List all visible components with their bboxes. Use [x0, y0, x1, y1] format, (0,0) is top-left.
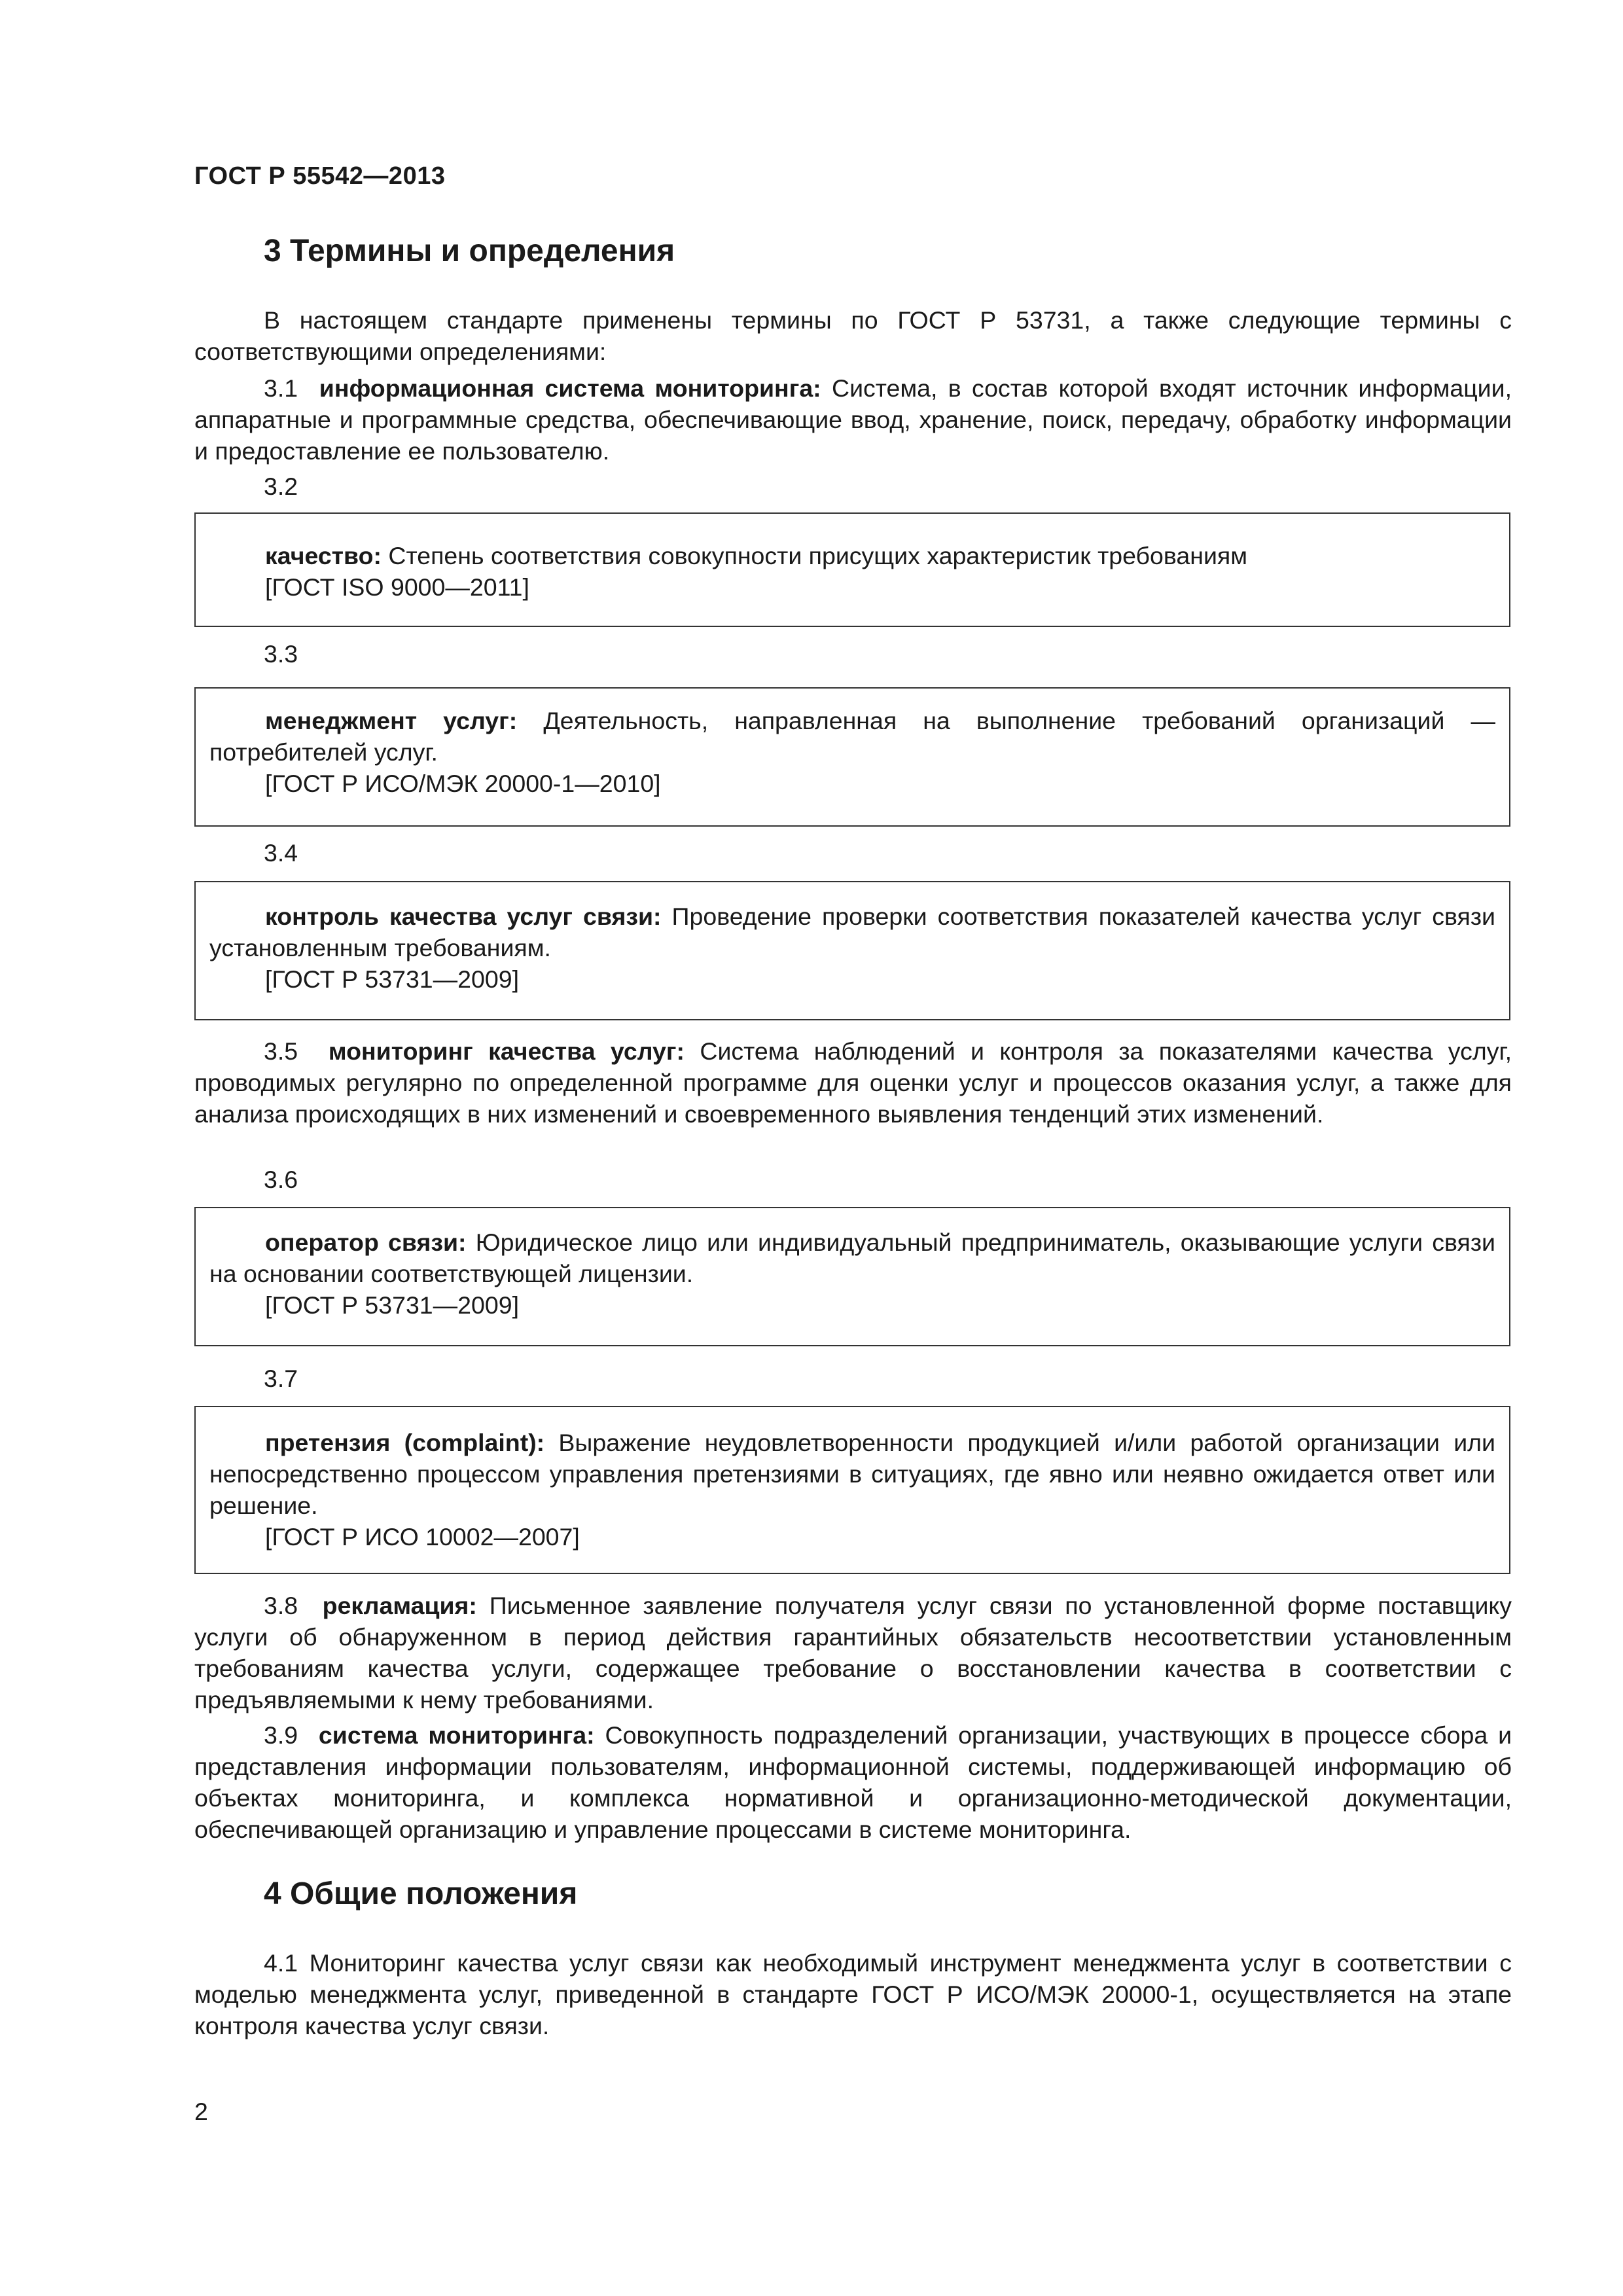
page-number: 2: [194, 2098, 208, 2125]
term-3-7-ref: [ГОСТ Р ИСО 10002—2007]: [265, 1523, 580, 1551]
term-3-4-box: контроль качества услуг связи: Проведение проверки соответствия показателей качества услуг связи установленным требованиям. [ГОСТ Р 53731—2009]: [194, 881, 1510, 1020]
term-3-4-ref: [ГОСТ Р 53731—2009]: [265, 965, 520, 993]
paragraph-4-1: 4.1 Мониторинг качества услуг связи как необходимый инструмент менеджмента услуг в соответствии с моделью менеджмента услуг, приведенной в стандарте ГОСТ Р ИСО/МЭК 20000-1, осуществляется на этапе контроля качества услуг связи.: [194, 1949, 1512, 2039]
term-3-4-number: 3.4: [264, 839, 298, 867]
term-3-7-number: 3.7: [264, 1365, 298, 1392]
term-3-3-number: 3.3: [264, 640, 298, 668]
term-3-2-box: качество: Степень соответствия совокупности присущих характеристик требованиям [ГОСТ ISO 9000—2011]: [194, 512, 1510, 627]
section-4-title: 4 Общие положения: [264, 1876, 578, 1911]
document-code: ГОСТ Р 55542—2013: [194, 162, 446, 190]
term-3-1: 3.1 информационная система мониторинга: Система, в состав которой входят источник информации, аппаратные и программные средства, обеспечивающие ввод, хранение, поиск, передачу, обработку информации и предоставление ее пользователю.: [194, 374, 1512, 465]
term-3-2-number: 3.2: [264, 473, 298, 500]
term-3-3-box: менеджмент услуг: Деятельность, направленная на выполнение требований организаций — потребителей услуг. [ГОСТ Р ИСО/МЭК 20000-1—2010]: [194, 687, 1510, 827]
term-3-6-box: оператор связи: Юридическое лицо или индивидуальный предприниматель, оказывающие услуги связи на основании соответствующей лицензии. [ГОСТ Р 53731—2009]: [194, 1207, 1510, 1346]
term-3-6-number: 3.6: [264, 1166, 298, 1193]
term-3-2-ref: [ГОСТ ISO 9000—2011]: [265, 573, 529, 601]
term-3-7-box: претензия (complaint): Выражение неудовлетворенности продукцией и/или работой организации или непосредственно процессом управления претензиями в ситуациях, где явно или неявно ожидается ответ или решение. [ГОСТ Р ИСО 10002—2007]: [194, 1406, 1510, 1574]
term-3-6-ref: [ГОСТ Р 53731—2009]: [265, 1291, 520, 1319]
section-3-intro: В настоящем стандарте применены термины по ГОСТ Р 53731, а также следующие термины с соответствующими определениями:: [194, 306, 1512, 365]
term-3-8: 3.8 рекламация: Письменное заявление получателя услуг связи по установленной форме поставщику услуги об обнаруженном в период действия гарантийных обязательств несоответствии установленным требованиям качества услуги, содержащее требование о восстановлении качества в соответствии с предъявляемыми к нему требованиями.: [194, 1592, 1512, 1713]
term-3-9: 3.9 система мониторинга: Совокупность подразделений организации, участвующих в процессе сбора и представления информации пользователям, информационной системы, поддерживающей информацию об объектах мониторинга, и комплекса нормативной и организационно-методической документации, обеспечивающей организацию и управление процессами в системе мониторинга.: [194, 1721, 1512, 1843]
term-3-5: 3.5 мониторинг качества услуг: Система наблюдений и контроля за показателями качества услуг, проводимых регулярно по определенной программе для оценки услуг и процессов оказания услуг, а также для анализа происходящих в них изменений и своевременного выявления тенденций этих изменений.: [194, 1037, 1512, 1128]
term-3-3-ref: [ГОСТ Р ИСО/МЭК 20000-1—2010]: [265, 770, 661, 797]
section-3-title: 3 Термины и определения: [264, 234, 675, 268]
